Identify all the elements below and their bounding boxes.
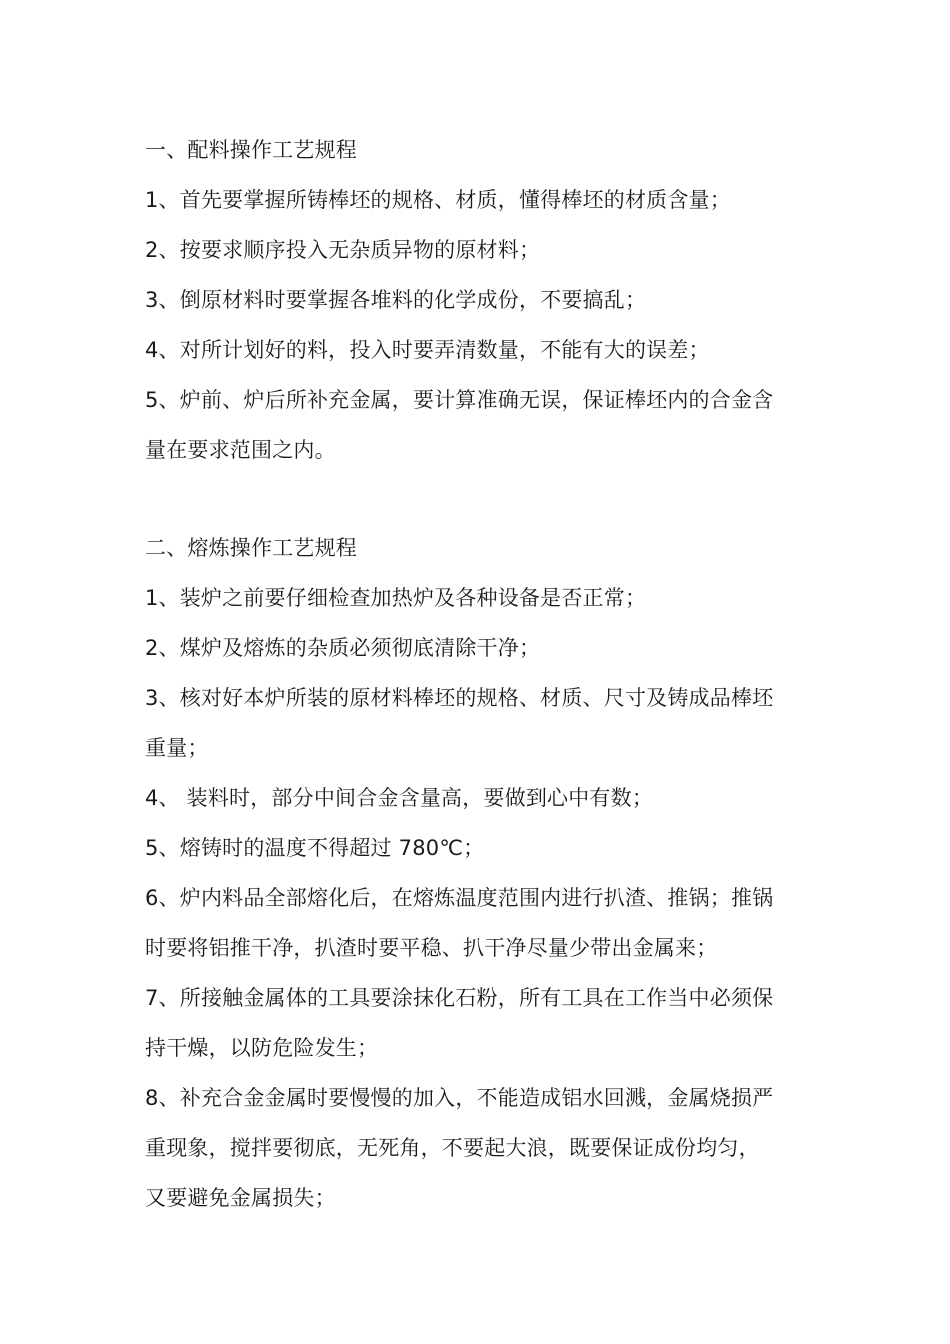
paragraph-line: 1、首先要掌握所铸棒坯的规格、材质，懂得棒坯的材质含量；	[145, 188, 731, 212]
paragraph-line: 5、炉前、炉后所补充金属，要计算准确无误，保证棒坯内的合金含	[145, 388, 774, 412]
paragraph-line: 8、补充合金金属时要慢慢的加入，不能造成铝水回溅，金属烧损严	[145, 1086, 774, 1110]
section-spacer	[145, 475, 815, 523]
paragraph-line: 量在要求范围之内。	[145, 438, 336, 462]
paragraph-line: 又要避免金属损失；	[145, 1186, 336, 1210]
paragraph-line: 6、炉内料品全部熔化后，在熔炼温度范围内进行扒渣、推锅；推锅	[145, 886, 774, 910]
paragraph-line: 4、对所计划好的料，投入时要弄清数量，不能有大的误差；	[145, 338, 710, 362]
document-body	[145, 125, 815, 1223]
section-heading-smelting: 二、熔炼操作工艺规程	[145, 536, 357, 560]
paragraph-line: 4、 装料时，部分中间合金含量高，要做到心中有数；	[145, 786, 654, 810]
paragraph-line: 持干燥，以防危险发生；	[145, 1036, 379, 1060]
paragraph-line: 2、煤炉及熔炼的杂质必须彻底清除干净；	[145, 636, 541, 660]
paragraph-line: 3、倒原材料时要掌握各堆料的化学成份，不要搞乱；	[145, 288, 647, 312]
paragraph-line: 重量；	[145, 736, 209, 760]
paragraph-line: 5、熔铸时的温度不得超过 780℃；	[145, 836, 485, 860]
paragraph-line: 2、按要求顺序投入无杂质异物的原材料；	[145, 238, 541, 262]
section-heading-batching: 一、配料操作工艺规程	[145, 138, 357, 162]
paragraph-line: 1、装炉之前要仔细检查加热炉及各种设备是否正常；	[145, 586, 647, 610]
paragraph-line: 时要将铝推干净，扒渣时要平稳、扒干净尽量少带出金属来；	[145, 936, 718, 960]
paragraph-line: 7、所接触金属体的工具要涂抹化石粉，所有工具在工作当中必须保	[145, 986, 774, 1010]
paragraph-line: 3、核对好本炉所装的原材料棒坯的规格、材质、尺寸及铸成品棒坯	[145, 686, 774, 710]
paragraph-line: 重现象，搅拌要彻底，无死角，不要起大浪，既要保证成份均匀，	[145, 1136, 760, 1160]
